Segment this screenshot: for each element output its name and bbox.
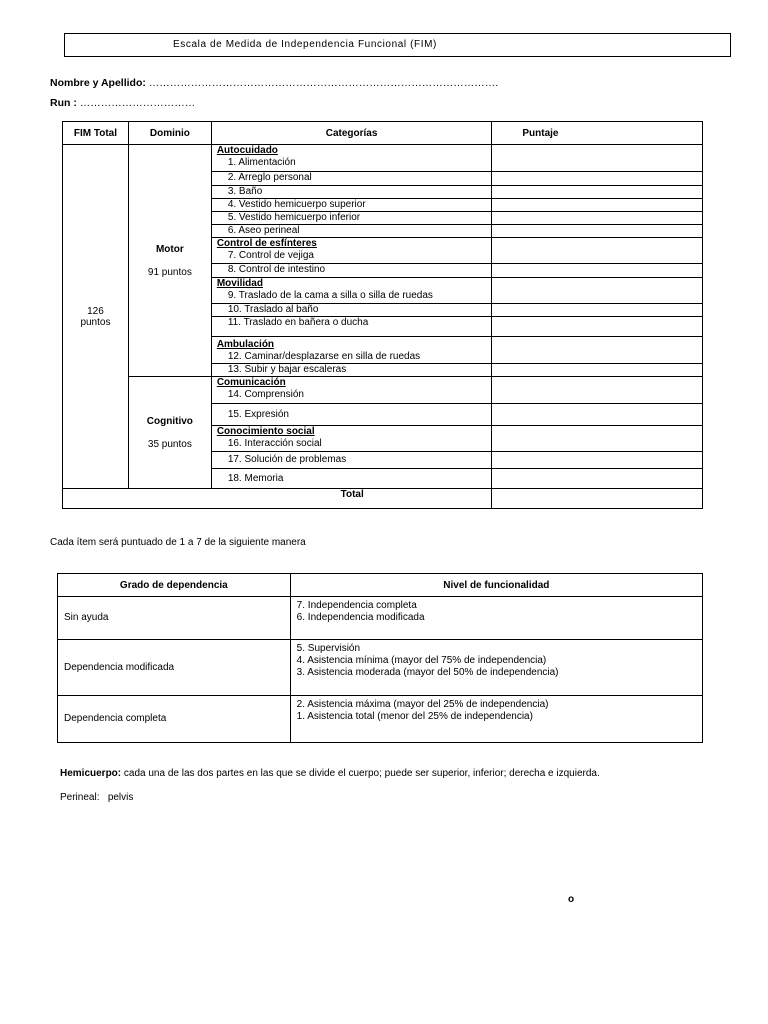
nivel-line: 4. Asistencia mínima (mayor del 75% de independencia) [296, 655, 547, 666]
cognitive-domain-cell [128, 377, 211, 489]
run-field [50, 97, 195, 109]
grado-cell: Dependencia completa [58, 696, 291, 743]
score-cell-1[interactable] [492, 145, 703, 172]
nivel-line: 2. Asistencia máxima (mayor del 25% de independencia) [296, 699, 549, 710]
perineal-text: pelvis [107, 792, 134, 803]
nivel-cell [290, 597, 702, 640]
fim-total-value: 126 [87, 305, 104, 317]
score-cell-14[interactable] [492, 377, 703, 404]
fim-header-row [63, 122, 703, 145]
cognitive-domain-name: Cognitivo [146, 415, 193, 427]
run-label: Run : [50, 97, 77, 109]
cognitive-domain-points: 35 puntos [147, 438, 192, 450]
score-cell-9[interactable] [492, 278, 703, 304]
motor-domain-name: Motor [155, 243, 184, 255]
hemicuerpo-label: Hemicuerpo: [60, 768, 122, 779]
group-esfinteres: Control de esfínteres [216, 238, 317, 249]
item-16: 16. Interacción social [227, 438, 322, 449]
item-2: 2. Arreglo personal [227, 172, 312, 183]
item-15: 15. Expresión [227, 408, 289, 420]
grado-table [57, 573, 703, 743]
scoring-note: Cada ítem será puntuado de 1 a 7 de la siguiente manera [50, 537, 306, 548]
score-cell-10[interactable] [492, 304, 703, 317]
header-fim-total: FIM Total [63, 122, 129, 145]
nivel-line: 5. Supervisión [296, 643, 361, 654]
stray-mark: o [568, 894, 575, 905]
score-cell-3[interactable] [492, 186, 703, 199]
score-cell-2[interactable] [492, 172, 703, 186]
grado-row [58, 597, 703, 640]
category-cell [211, 145, 492, 172]
score-cell-7[interactable] [492, 238, 703, 264]
score-cell-13[interactable] [492, 364, 703, 377]
fim-total-cell [63, 145, 129, 489]
grado-cell: Dependencia modificada [58, 640, 291, 696]
grado-row [58, 640, 703, 696]
item-5: 5. Vestido hemicuerpo inferior [227, 212, 361, 223]
total-label: Total [63, 489, 492, 509]
score-cell-11[interactable] [492, 317, 703, 337]
grado-row [58, 696, 703, 743]
name-field [50, 77, 498, 89]
nivel-line: 7. Independencia completa [296, 600, 417, 611]
item-7: 7. Control de vejiga [227, 250, 314, 261]
fim-table [62, 121, 703, 509]
item-1: 1. Alimentación [227, 157, 296, 168]
motor-domain-cell [128, 145, 211, 377]
score-cell-15[interactable] [492, 404, 703, 426]
score-cell-16[interactable] [492, 426, 703, 452]
title-box [64, 33, 731, 57]
name-label: Nombre y Apellido: [50, 77, 146, 89]
item-14: 14. Comprensión [227, 389, 304, 400]
hemicuerpo-text: cada una de las dos partes en las que se divide el cuerpo; puede ser superior, inferior; derecha e izquierda. [121, 768, 600, 779]
item-9: 9. Traslado de la cama a silla o silla de ruedas [227, 290, 433, 301]
hemicuerpo-definition [60, 768, 600, 779]
score-cell-17[interactable] [492, 452, 703, 469]
item-11: 11. Traslado en bañera o ducha [227, 317, 369, 328]
group-movilidad: Movilidad [216, 278, 263, 289]
name-dots: ………………………………………………………………………………………. [148, 77, 499, 89]
score-cell-18[interactable] [492, 469, 703, 489]
fim-total-unit: puntos [80, 316, 111, 328]
item-17: 17. Solución de problemas [227, 454, 347, 465]
nivel-line: 3. Asistencia moderada (mayor del 50% de independencia) [296, 667, 559, 678]
score-cell-6[interactable] [492, 225, 703, 238]
header-grado: Grado de dependencia [58, 574, 291, 597]
score-cell-12[interactable] [492, 337, 703, 364]
nivel-line: 1. Asistencia total (menor del 25% de independencia) [296, 711, 533, 722]
header-nivel: Nivel de funcionalidad [290, 574, 702, 597]
header-categorias: Categorías [211, 122, 492, 145]
document-title: Escala de Medida de Independencia Funcional (FIM) [173, 39, 437, 50]
item-12: 12. Caminar/desplazarse en silla de ruedas [227, 351, 421, 362]
group-ambulacion: Ambulación [216, 339, 275, 350]
group-conocimiento: Conocimiento social [216, 426, 315, 437]
header-dominio: Dominio [128, 122, 211, 145]
item-13: 13. Subir y bajar escaleras [227, 364, 347, 375]
item-8: 8. Control de intestino [227, 264, 326, 275]
group-comunicacion: Comunicación [216, 377, 286, 388]
item-18: 18. Memoria [227, 472, 284, 484]
item-4: 4. Vestido hemicuerpo superior [227, 199, 366, 210]
score-cell-8[interactable] [492, 264, 703, 278]
item-6: 6. Aseo perineal [227, 225, 300, 236]
nivel-line: 6. Independencia modificada [296, 612, 425, 623]
item-3: 3. Baño [227, 186, 263, 197]
nivel-cell [290, 640, 702, 696]
grado-cell: Sin ayuda [58, 597, 291, 640]
score-cell-5[interactable] [492, 212, 703, 225]
group-autocuidado: Autocuidado [216, 145, 278, 156]
item-10: 10. Traslado al baño [227, 304, 319, 315]
total-score-cell[interactable] [492, 489, 703, 509]
nivel-cell [290, 696, 702, 743]
run-dots: …………………………… [79, 97, 196, 109]
perineal-definition [60, 792, 133, 803]
score-cell-4[interactable] [492, 199, 703, 212]
header-puntaje: Puntaje [492, 122, 703, 145]
motor-domain-points: 91 puntos [147, 266, 192, 278]
perineal-label: Perineal: [60, 792, 100, 803]
